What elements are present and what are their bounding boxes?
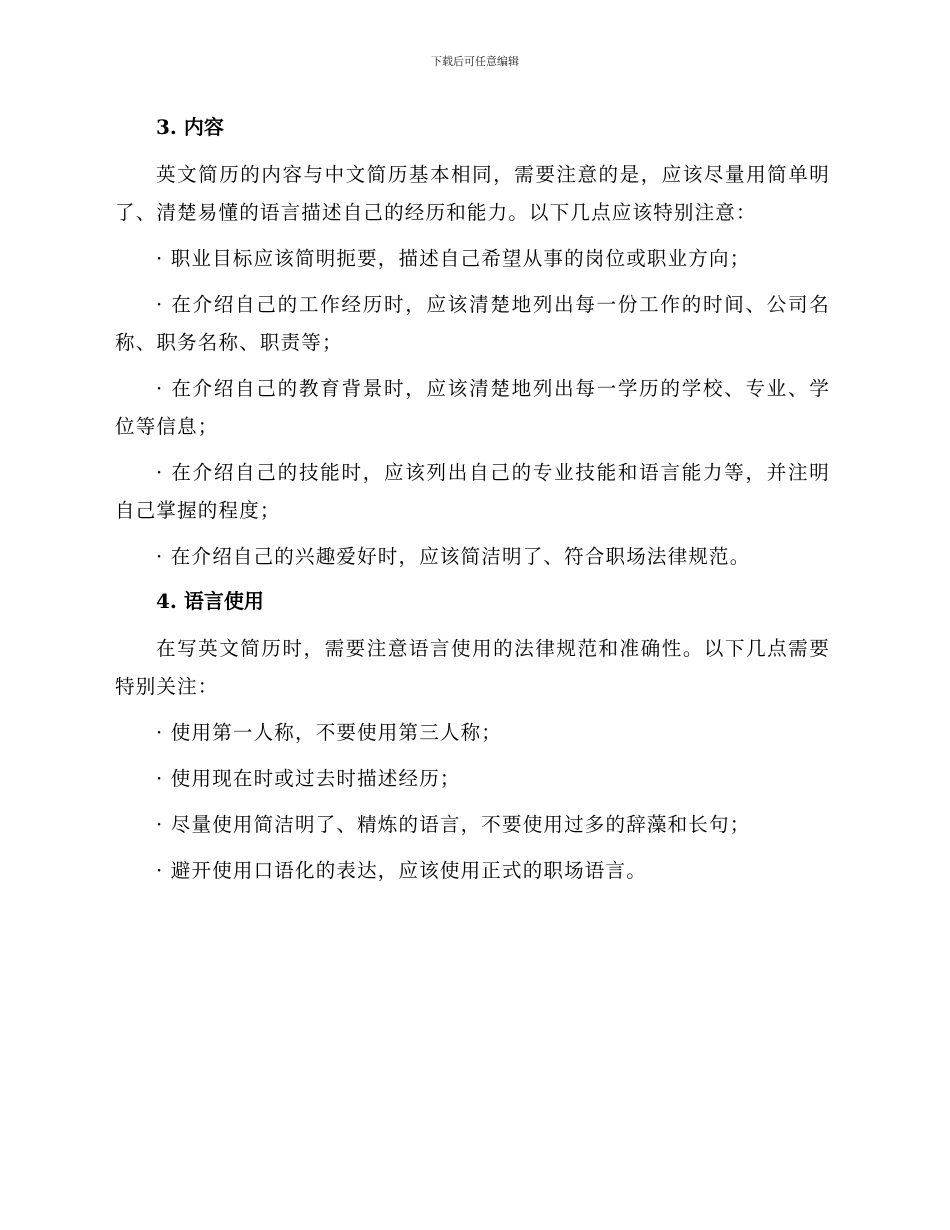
bullet-formal-language: · 避开使用口语化的表达，应该使用正式的职场语言。 xyxy=(156,859,647,882)
bullet-concise-language: · 尽量使用简洁明了、精炼的语言，不要使用过多的辞藻和长句； xyxy=(156,813,751,836)
page-header-note: 下载后可任意编辑 xyxy=(431,55,519,68)
document-body xyxy=(115,110,830,890)
section-heading-content: 3. 内容 xyxy=(156,115,224,139)
bullet-work-experience: · 在介绍自己的工作经历时，应该清楚地列出每一份工作的时间、公司名称、职务名称、职责等； xyxy=(115,293,830,354)
bullet-education: · 在介绍自己的教育背景时，应该清楚地列出每一学历的学校、专业、学位等信息； xyxy=(115,377,830,438)
bullet-tense: · 使用现在时或过去时描述经历； xyxy=(156,767,461,790)
paragraph-language-intro: 在写英文简历时，需要注意语言使用的法律规范和准确性。以下几点需要特别关注： xyxy=(115,637,830,698)
section-heading-language: 4. 语言使用 xyxy=(156,589,264,613)
bullet-skills: · 在介绍自己的技能时，应该列出自己的专业技能和语言能力等，并注明自己掌握的程度； xyxy=(115,461,830,522)
bullet-career-goal: · 职业目标应该简明扼要，描述自己希望从事的岗位或职业方向； xyxy=(156,247,751,270)
paragraph-content-intro: 英文简历的内容与中文简历基本相同，需要注意的是，应该尽量用简单明了、清楚易懂的语言描述自己的经历和能力。以下几点应该特别注意： xyxy=(115,163,830,224)
bullet-hobbies: · 在介绍自己的兴趣爱好时，应该简洁明了、符合职场法律规范。 xyxy=(156,545,751,568)
bullet-first-person: · 使用第一人称，不要使用第三人称； xyxy=(156,721,502,744)
